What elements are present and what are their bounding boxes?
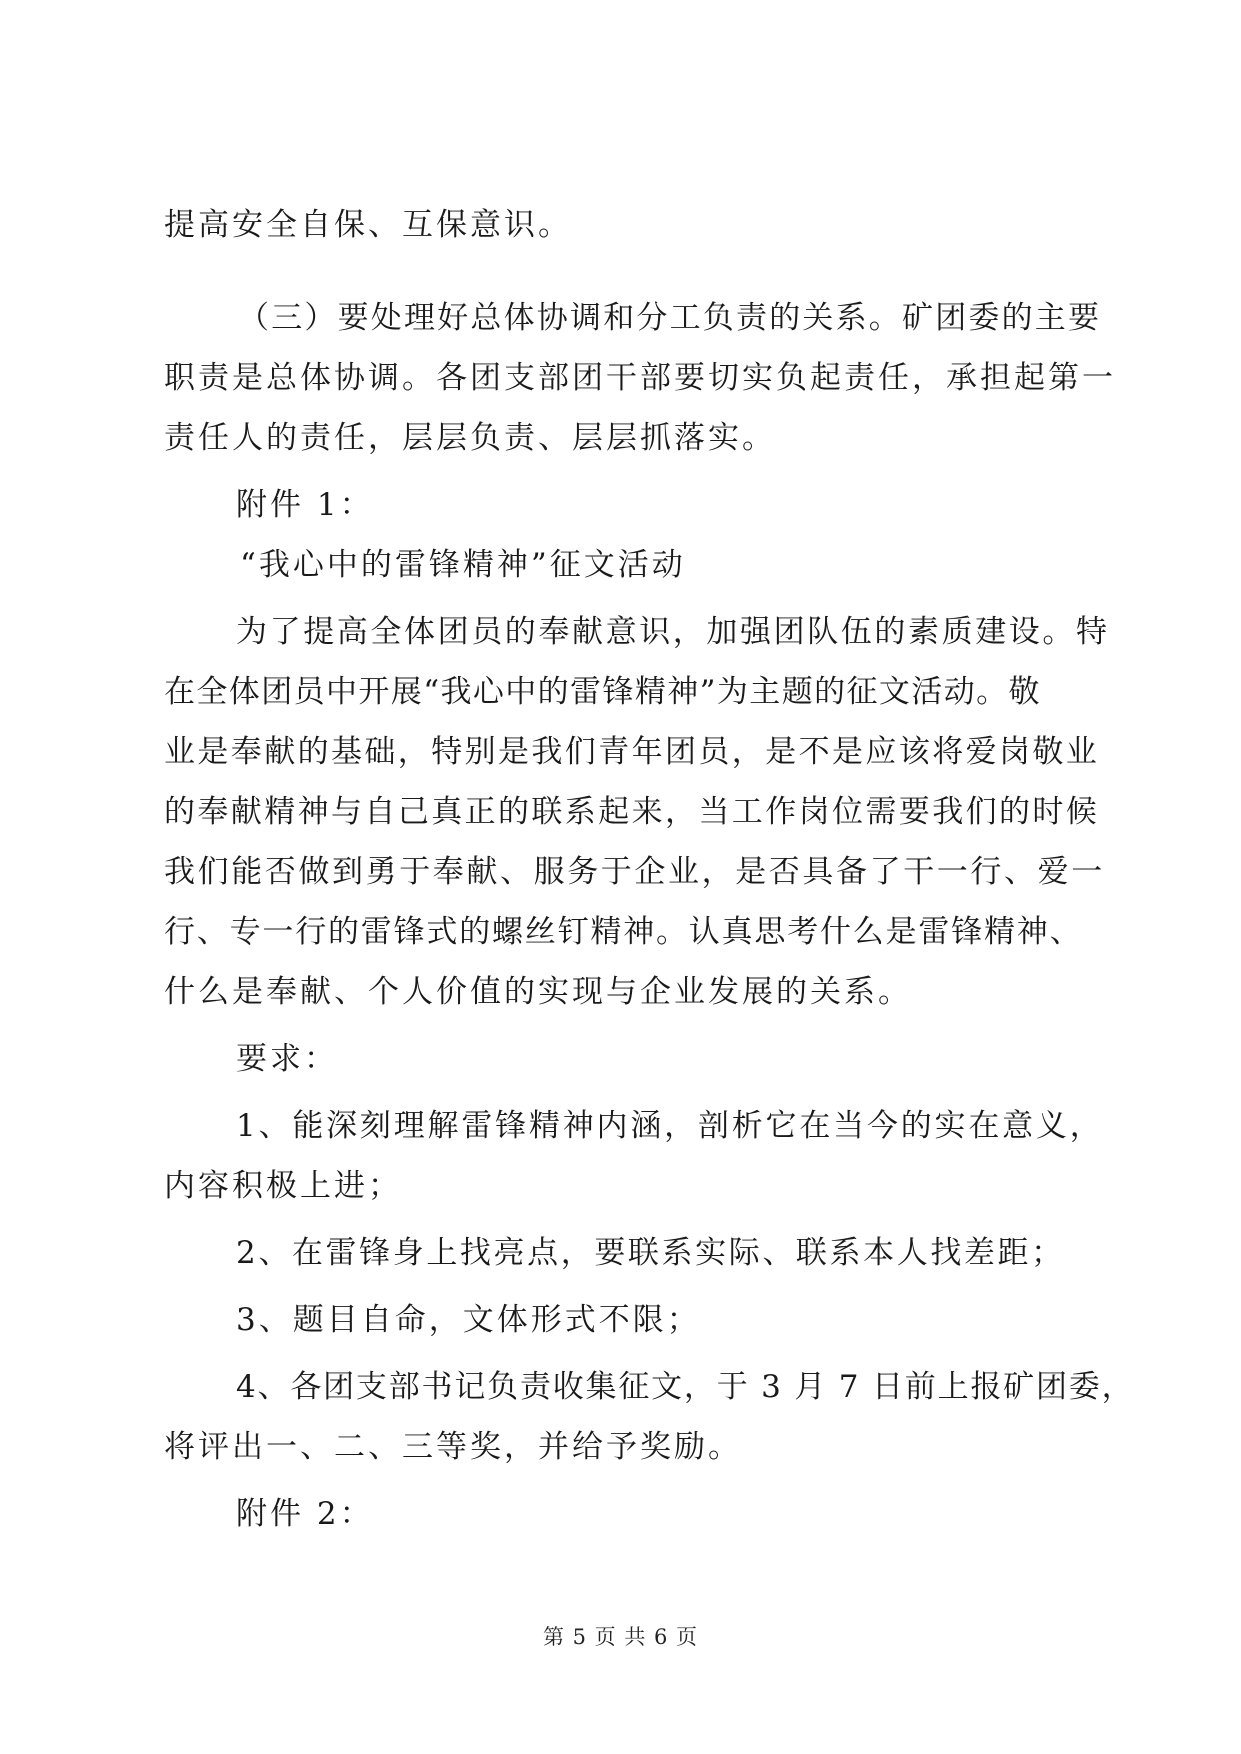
body-text-line: 行、专一行的雷锋式的螺丝钉精神。认真思考什么是雷锋精神、 xyxy=(164,914,1083,950)
body-text-line: 为了提高全体团员的奉献意识，加强团队伍的素质建设。特 xyxy=(236,614,1110,650)
page-number-footer: 第 5 页 共 6 页 xyxy=(542,1625,699,1649)
requirement-item-4-cont: 将评出一、二、三等奖，并给予奖励。 xyxy=(164,1429,742,1465)
body-text-line: 什么是奉献、个人价值的实现与企业发展的关系。 xyxy=(164,974,912,1010)
body-text-line: 提高安全自保、互保意识。 xyxy=(164,207,572,243)
requirement-item-2: 2、在雷锋身上找亮点，要联系实际、联系本人找差距； xyxy=(236,1235,1065,1271)
requirement-item-4: 4、各团支部书记负责收集征文，于 3 月 7 日前上报矿团委， xyxy=(236,1369,1135,1405)
body-text-line: 责任人的责任，层层负责、层层抓落实。 xyxy=(164,420,776,456)
attachment-1-label: 附件 1： xyxy=(236,487,374,523)
body-text-line: 业是奉献的基础，特别是我们青年团员，是不是应该将爱岗敬业 xyxy=(164,734,1100,770)
requirement-item-3: 3、题目自命，文体形式不限； xyxy=(236,1302,701,1338)
attachment-2-label: 附件 2： xyxy=(236,1496,374,1532)
section-heading-3: （三）要处理好总体协调和分工负责的关系。矿团委的主要 xyxy=(238,300,1102,336)
body-text-line: 的奉献精神与自己真正的联系起来，当工作岗位需要我们的时候 xyxy=(164,794,1100,830)
attachment-1-title: “我心中的雷锋精神”征文活动 xyxy=(240,547,686,583)
body-text-line: 我们能否做到勇于奉献、服务于企业，是否具备了干一行、爱一 xyxy=(164,854,1105,890)
body-text-line: 在全体团员中开展“我心中的雷锋精神”为主题的征文活动。敬 xyxy=(164,674,1041,710)
requirements-heading: 要求： xyxy=(236,1041,338,1077)
requirement-item-1-cont: 内容积极上进； xyxy=(164,1168,402,1204)
requirement-item-1: 1、能深刻理解雷锋精神内涵，剖析它在当今的实在意义， xyxy=(236,1108,1104,1144)
body-text-line: 职责是总体协调。各团支部团干部要切实负起责任，承担起第一 xyxy=(164,360,1116,396)
